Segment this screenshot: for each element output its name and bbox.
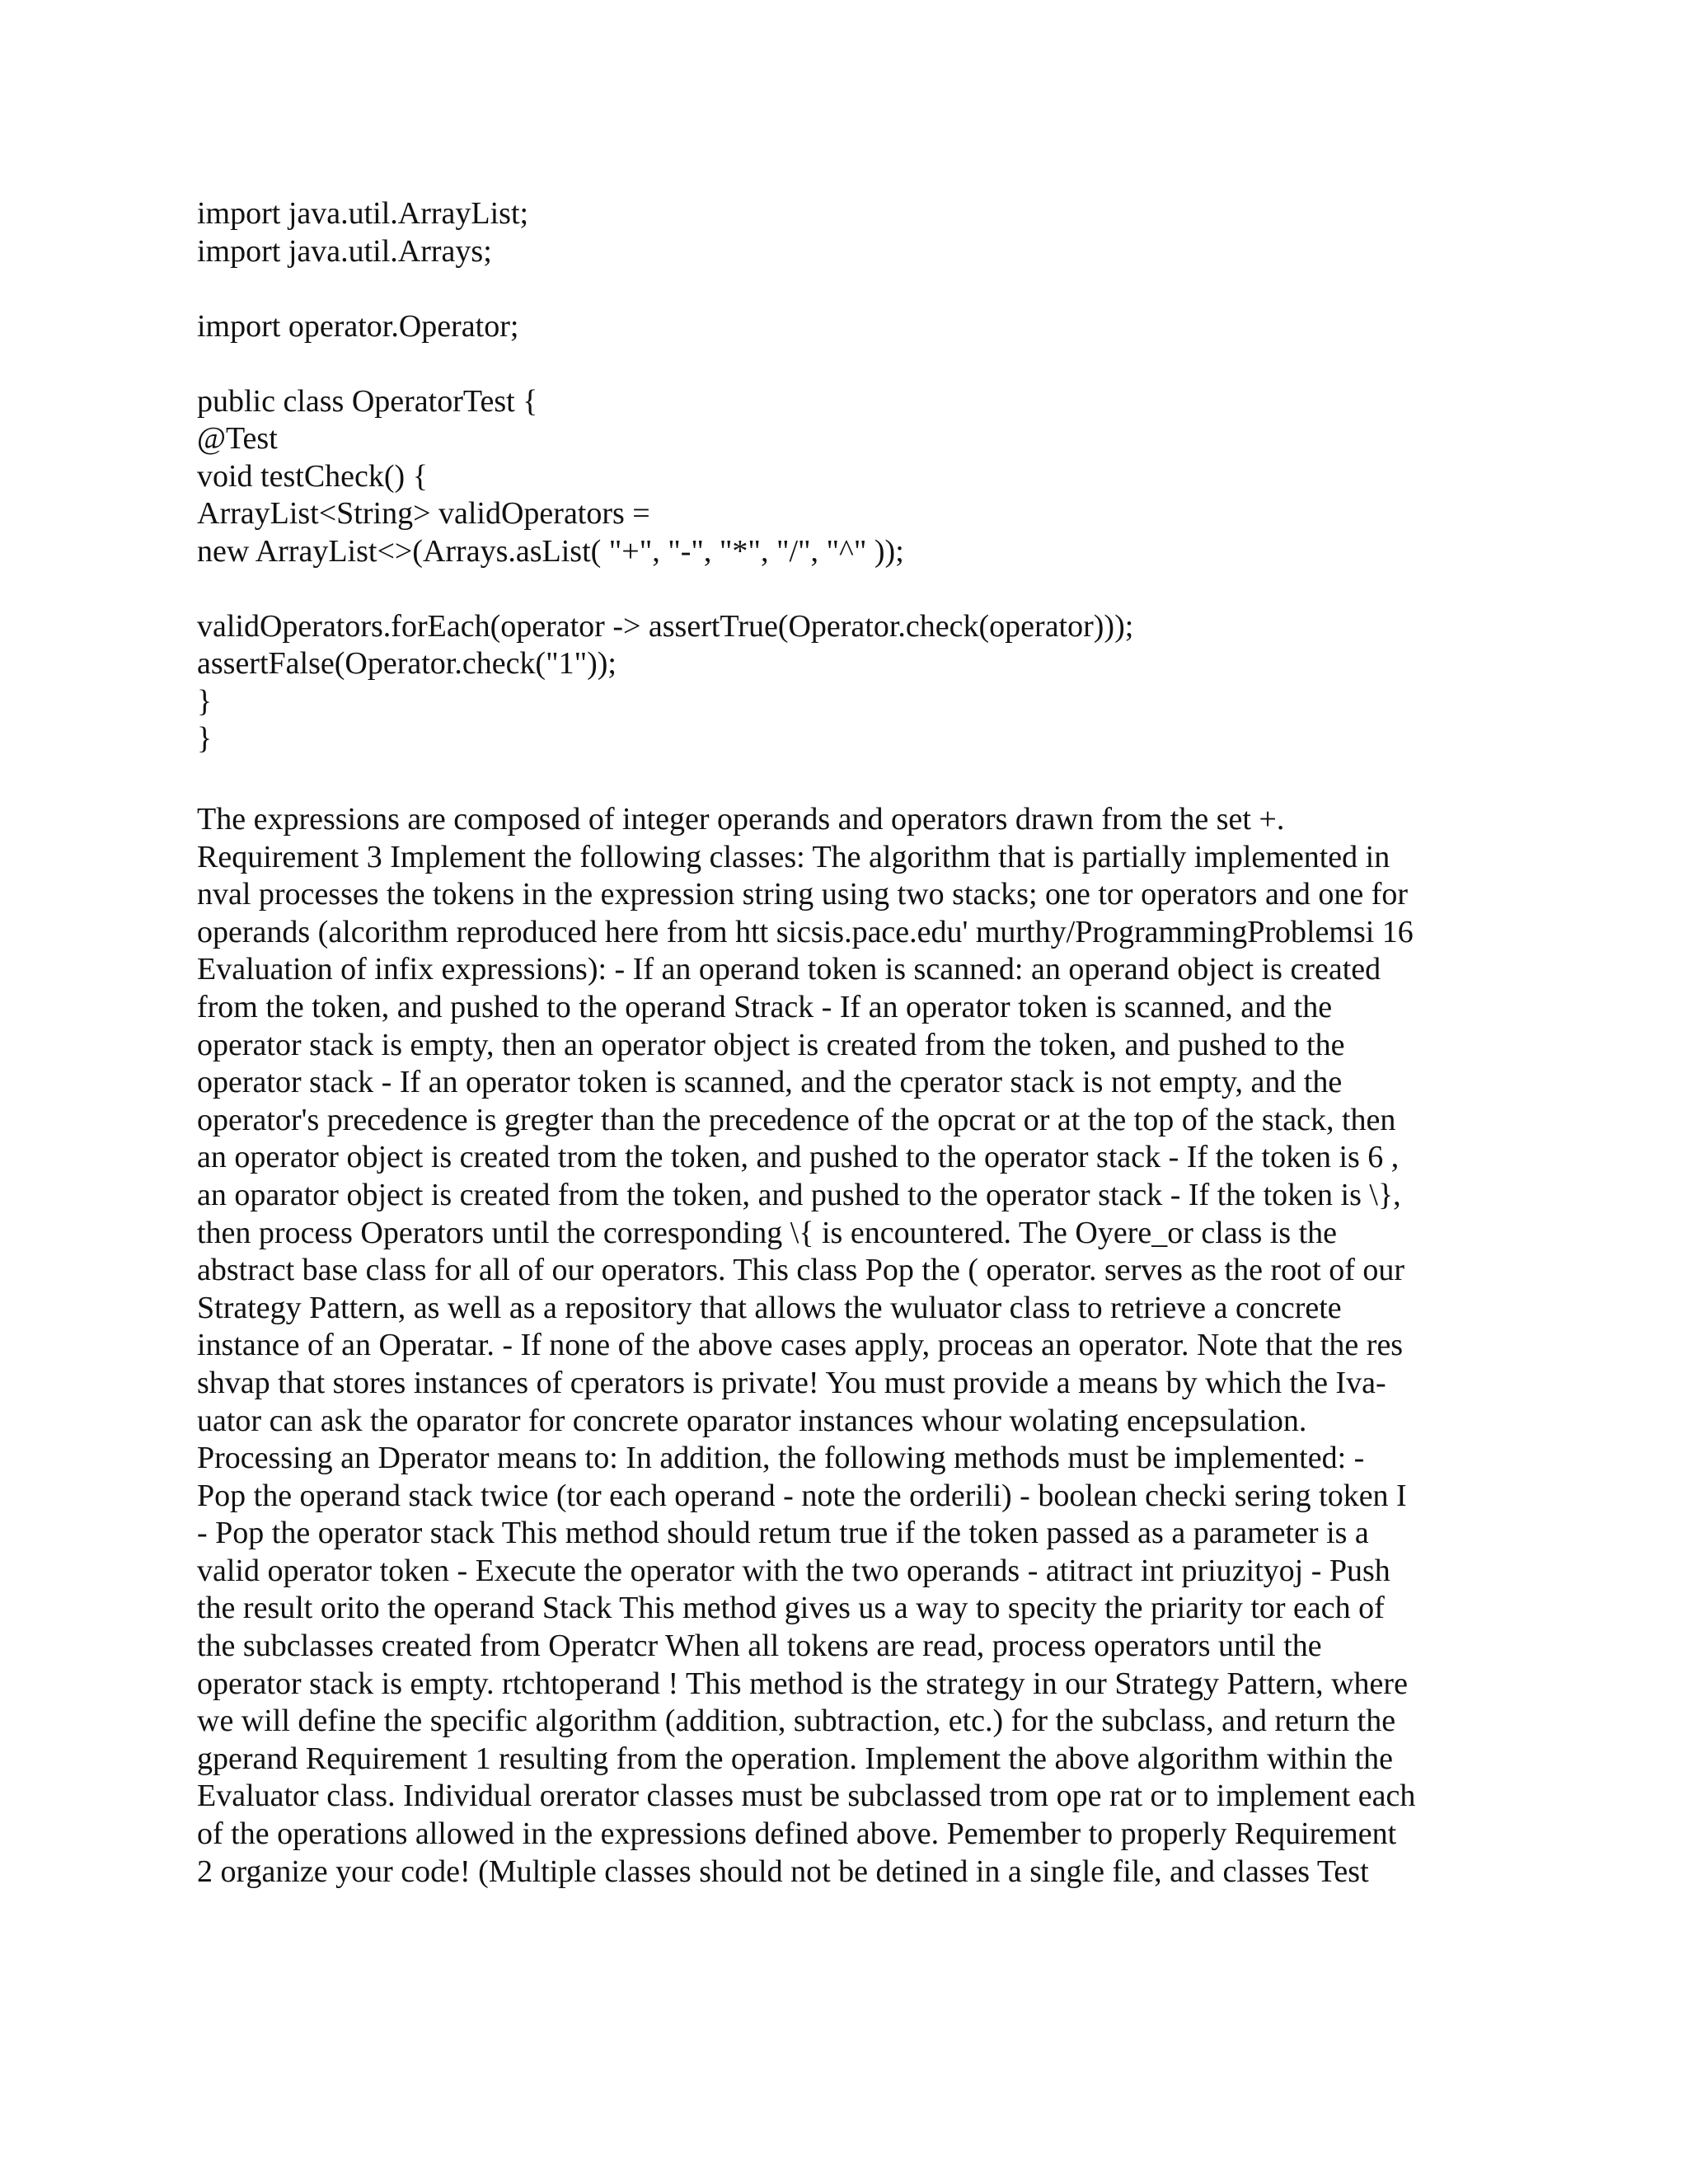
code-line: ArrayList<String> validOperators = <box>197 496 650 531</box>
paragraph-line: 2 organize your code! (Multiple classes should not be detined in a single file, and classes Test <box>197 1854 1369 1889</box>
paragraph-line: operator stack is empty. rtchtoperand ! This method is the strategy in our Strategy Pattern, where <box>197 1666 1408 1701</box>
requirements-paragraph <box>197 801 1483 1891</box>
paragraph-line: Requirement 3 Implement the following classes: The algorithm that is partially implemented in <box>197 839 1390 874</box>
paragraph-line: Strategy Pattern, as well as a repository that allows the wuluator class to retrieve a concrete <box>197 1290 1342 1325</box>
paragraph-line: the result orito the operand Stack This method gives us a way to specity the priarity tor each of <box>197 1591 1385 1626</box>
paragraph-line: Pop the operand stack twice (tor each operand - note the orderili) - boolean checki sering token I <box>197 1478 1407 1513</box>
paragraph-line: we will define the specific algorithm (addition, subtraction, etc.) for the subclass, and return the <box>197 1704 1396 1739</box>
paragraph-line: Evaluation of infix expressions): - If an operand token is scanned: an operand object is created <box>197 952 1381 987</box>
paragraph-line: gperand Requirement 1 resulting from the operation. Implement the above algorithm within the <box>197 1741 1393 1776</box>
code-line: assertFalse(Operator.check("1")); <box>197 646 617 681</box>
paragraph-line: nval processes the tokens in the expression string using two stacks; one tor operators and one for <box>197 877 1409 912</box>
paragraph-line: Evaluator class. Individual orerator classes must be subclassed trom ope rat or to implement each <box>197 1779 1416 1814</box>
paragraph-line: from the token, and pushed to the operand Strack - If an operator token is scanned, and the <box>197 989 1333 1024</box>
paragraph-line: an oparator object is created from the token, and pushed to the operator stack - If the token is \}, <box>197 1177 1401 1212</box>
code-line: public class OperatorTest { <box>197 383 538 419</box>
code-line: @Test <box>197 421 278 456</box>
code-line: } <box>197 683 213 719</box>
paragraph-line: Processing an Dperator means to: In addition, the following methods must be implemented: - <box>197 1441 1365 1476</box>
paragraph-line: instance of an Operatar. - If none of the above cases apply, proceas an operator. Note that the res <box>197 1328 1404 1363</box>
paragraph-line: shvap that stores instances of cperators is private! You must provide a means by which the Iva- <box>197 1365 1386 1400</box>
paragraph-line: an operator object is created trom the token, and pushed to the operator stack - If the token is 6 , <box>197 1140 1400 1175</box>
paragraph-line: operator's precedence is gregter than the precedence of the opcrat or at the top of the stack, then <box>197 1102 1396 1137</box>
paragraph-line: of the operations allowed in the expressions defined above. Pemember to properly Requirement <box>197 1816 1397 1852</box>
paragraph-line: uator can ask the oparator for concrete oparator instances whour wolating encepsulation. <box>197 1403 1307 1438</box>
code-line: } <box>197 721 213 756</box>
code-blank-line <box>197 570 1598 608</box>
paragraph-line: then process Operators until the corresponding \{ is encountered. The Oyere_or class is the <box>197 1215 1338 1250</box>
paragraph-line: the subclasses created from Operatcr When all tokens are read, process operators until the <box>197 1629 1322 1664</box>
code-line: validOperators.forEach(operator -> assertTrue(Operator.check(operator))); <box>197 608 1134 644</box>
paragraph-line: operands (alcorithm reproduced here from htt sicsis.pace.edu' murthy/ProgrammingProblemsi 16 <box>197 914 1414 949</box>
paragraph-line: valid operator token - Execute the operator with the two operands - atitract int priuzityoj - Push <box>197 1553 1390 1588</box>
code-line: import java.util.Arrays; <box>197 233 492 269</box>
code-blank-line <box>197 270 1598 308</box>
code-line: import java.util.ArrayList; <box>197 196 529 231</box>
code-line: import operator.Operator; <box>197 308 519 344</box>
paragraph-line: operator stack is empty, then an operator object is created from the token, and pushed to the <box>197 1027 1345 1062</box>
paragraph-line: - Pop the operator stack This method should retum true if the token passed as a parameter is a <box>197 1516 1369 1551</box>
code-listing <box>197 195 1598 758</box>
paragraph-line: The expressions are composed of integer operands and operators drawn from the set +. <box>197 802 1285 837</box>
code-line: new ArrayList<>(Arrays.asList( "+", "-", "*", "/", "^" )); <box>197 533 904 569</box>
code-line: void testCheck() { <box>197 458 428 494</box>
code-blank-line <box>197 345 1598 383</box>
paragraph-line: abstract base class for all of our operators. This class Pop the ( operator. serves as the root of our <box>197 1253 1405 1288</box>
paragraph-line: operator stack - If an operator token is scanned, and the cperator stack is not empty, and the <box>197 1065 1343 1100</box>
